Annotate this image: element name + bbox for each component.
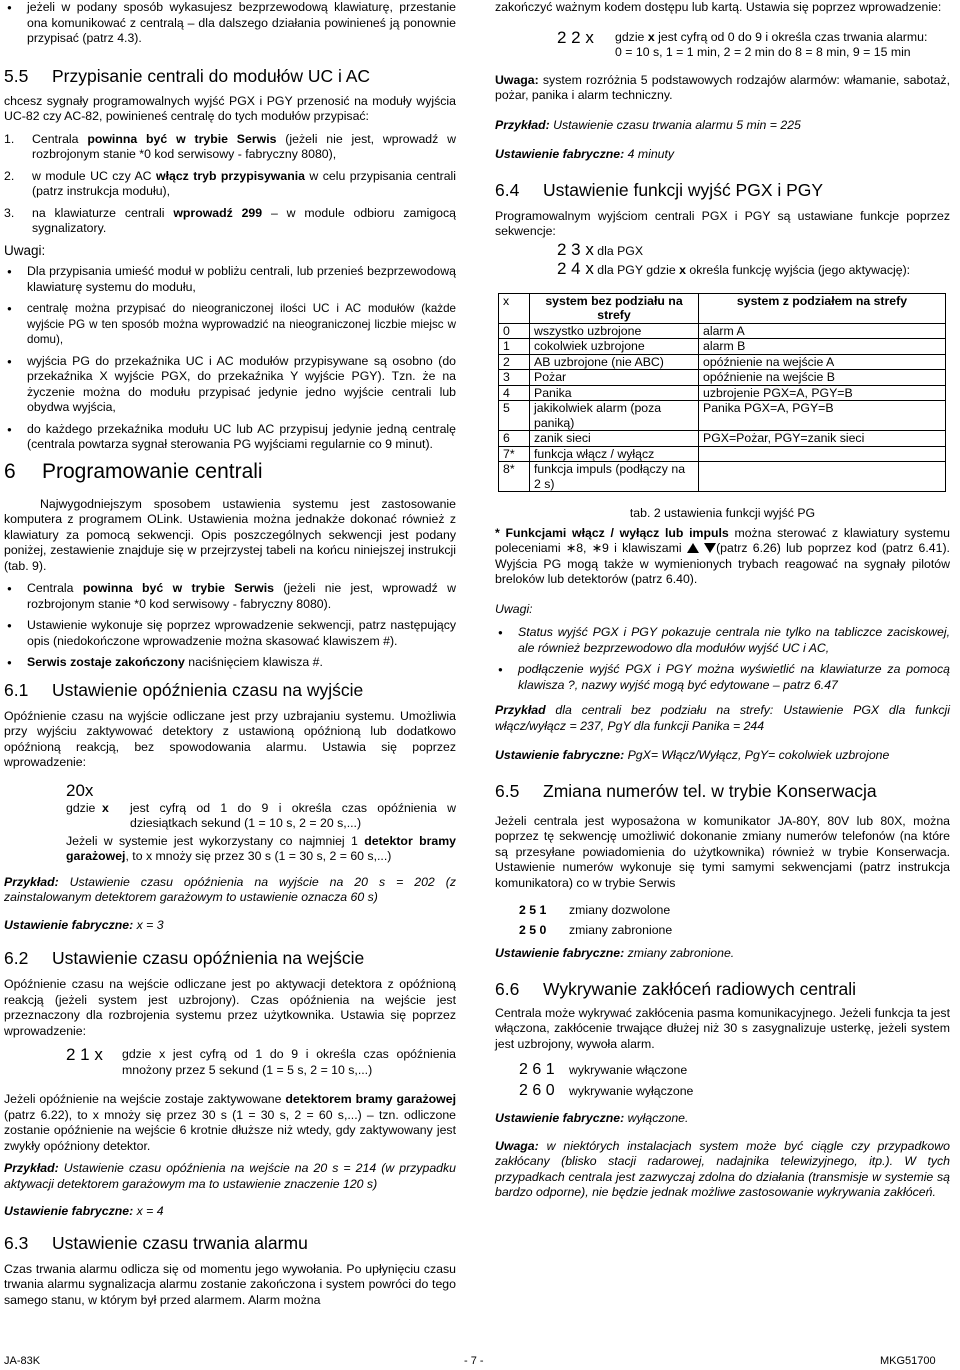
table-cell: funkcja włącz / wyłącz xyxy=(530,446,699,462)
bullet-item: ● Serwis zostaje zakończony naciśnięciem klawisza #. xyxy=(4,655,456,671)
section-5-5-intro: chcesz sygnały programowalnych wyjść PGX i PGY przenosić na moduły wyjścia UC-82 czy AC-82, powinieneś centralę do tych modułów przypisać: xyxy=(4,93,456,123)
section-5-5-heading: 5.5 Przypisanie centrali do modułów UC i AC xyxy=(4,65,371,86)
right-column xyxy=(495,0,950,1208)
table-cell: uzbrojenie PGX=A, PGY=B xyxy=(699,385,946,401)
table-header-row: x system bez podziału na strefy system z podziałem na strefy xyxy=(499,293,946,323)
table-cell: jakikolwiek alarm (poza paniką) xyxy=(530,401,699,431)
code-20x-garage-note: Jeżeli w systemie jest wykorzystany co najmniej 1 detektor bramy garażowej, to x mnoży się przez 30 s (1 = 30 s, 2 = 60 s,...) xyxy=(66,833,456,863)
table-cell: Pożar xyxy=(530,370,699,386)
section-6-4-notes xyxy=(495,625,950,693)
table-row xyxy=(499,431,946,447)
table-row xyxy=(499,323,946,339)
table-cell: cokolwiek uzbrojone xyxy=(530,339,699,355)
code-22x: 2 2 x xyxy=(557,27,594,47)
section-6-6-intro: Centrala może wykrywać zakłócenia pasma komunikacyjnego. Jeżeli funkcja ta jest włączona, zakłócenie trwające dłużej niż 30 s zasygnalizuje usterkę, jeżeli system jest uzbrojony, wywoła alarm. xyxy=(495,1005,950,1051)
code-row: 2 6 0 wykrywanie wyłączone xyxy=(519,1081,694,1099)
section-6-6-note: Uwaga: w niektórych instalacjach system może być ciągle czy przypadkowo zakłócany (blisko stacji radarowej, nadajnika telewizyjnego, itp.). W tych przypadkach centrala jest zazwyczaj zdolna do działania (transmisje w systemie są bardzo odporne), nie będzie jednak możliwe zastosowanie wykrywania zakłóceń. xyxy=(495,1138,950,1199)
section-5-5-steps xyxy=(4,132,456,237)
section-6-1-intro: Opóźnienie czasu na wyjście odliczane jest przy uzbrajaniu systemu. Umożliwia przy wyjściu zaktywować detektory z ustawioną opóźnioną lub dodatkowo opóźnioną reakcją, bez spowodowania alarmu. Ustawia się poprzez wprowadzenie: xyxy=(4,708,456,769)
section-5-5-notes xyxy=(4,264,456,453)
notes-label: Uwagi: xyxy=(4,242,46,258)
table-body xyxy=(499,323,946,492)
table-cell: Panika xyxy=(530,385,699,401)
section-6-3-example: Przykład: Ustawienie czasu trwania alarmu 5 min = 225 xyxy=(495,117,801,132)
down-arrow-key-icon xyxy=(704,543,716,553)
table-cell xyxy=(699,446,946,462)
table-cell: 6 xyxy=(499,431,530,447)
note-item: ● Status wyjść PGX i PGY pokazuje centrala nie tylko na tabliczce zaciskowej, ale również bezprzewodowo dla modułów wyjść UC i AC, xyxy=(495,625,950,656)
section-6-4-factory: Ustawienie fabryczne: PgX= Włącz/Wyłącz, PgY= cokolwiek uzbrojone xyxy=(495,748,890,762)
table-cell: 5 xyxy=(499,401,530,431)
section-6-1-heading: 6.1 Ustawienie opóźnienia czasu na wyjście xyxy=(4,679,364,700)
alarm-types-note: Uwaga: system rozróżnia 5 podstawowych rodzajów alarmów: włamanie, sabotaż, pożar, panika i alarm techniczny. xyxy=(495,72,950,102)
table-cell: PGX=Pożar, PGY=zanik sieci xyxy=(699,431,946,447)
step-1: 1. Centrala powinna być w trybie Serwis (jeżeli nie jest, wprowadź w rozbrojonym stanie *0 kod serwisowy - fabryczny 8080), xyxy=(4,131,457,161)
table-cell: zanik sieci xyxy=(530,431,699,447)
footer-page-number: - 7 - xyxy=(464,1355,484,1367)
code-22x-block: 2 2 x gdzie x jest cyfrą od 0 do 9 i określa czas trwania alarmu: 0 = 10 s, 1 = 1 min, 2 = 2 min do 8 = 8 min, 9 = 15 min xyxy=(557,27,928,59)
section-6-2-heading: 6.2 Ustawienie czasu opóźnienia na wejście xyxy=(4,948,365,968)
table-row xyxy=(499,446,946,462)
table-row xyxy=(499,370,946,386)
section-6-5-heading: 6.5 Zmiana numerów tel. w trybie Konserwacja xyxy=(495,780,877,801)
section-6-6-heading: 6.6 Wykrywanie zakłóceń radiowych centrali xyxy=(495,978,857,999)
step-2: 2. w module UC czy AC włącz tryb przypisywania w celu przypisania centrali (patrz instrukcja modułu), xyxy=(4,168,457,198)
section-6-2-factory: Ustawienie fabryczne: x = 4 xyxy=(4,1204,164,1218)
table-cell: funkcja impuls (podłączy na 2 s) xyxy=(530,462,699,492)
table-row xyxy=(499,385,946,401)
table-cell xyxy=(699,462,946,492)
code-row: 2 6 1 wykrywanie włączone xyxy=(519,1061,688,1078)
note-item: ● podłączenie wyjść PGX i PGY można wyświetlić na klawiaturze za pomocą klawisza ?, nazwy wyjść mogą być edytowane – patrz 6.47 xyxy=(495,662,950,693)
note-item: ● centralę można przypisać do nieograniczonej ilości UC i AC modułów (każde wyjście PG w ten sposób można wyprowadzić na nieograniczonej liczbie miejsc w domu), xyxy=(4,301,456,348)
section-6-intro: Najwygodniejszym sposobem ustawienia systemu jest zastosowanie komputera z programem OLink. Ustawienia można jednakże dokonać również z klawiatury za pomocą sekwencji. Opis poszczególnych sekwencji jest podany poniżej, zestawienie znajduje się w przejrzystej tabeli na końcu niniejszej instrukcji (tab. 9). xyxy=(4,496,456,573)
table-row xyxy=(499,401,946,431)
code-21x-block: 2 1 x gdzie x jest cyfrą od 1 do 9 i określa czas opóźnienia mnożony przez 5 sekund (1 = 5 s, 2 = 10 s,...) xyxy=(66,1045,456,1077)
table-row xyxy=(499,354,946,370)
table-cell: 7* xyxy=(499,446,530,462)
section-6-4-intro: Programowalnym wyjściom centrali PGX i PGY są ustawiane funkcje poprzez sekwencje: xyxy=(495,208,950,238)
up-arrow-key-icon xyxy=(687,543,699,553)
pg-codes: 2 3 x dla PGX 2 4 x dla PGY gdzie x określa funkcję wyjścia (jego aktywację): xyxy=(557,239,911,278)
section-6-4-notes-label: Uwagi: xyxy=(495,601,533,616)
table-caption: tab. 2 ustawienia funkcji wyjść PG xyxy=(629,506,816,520)
table-cell: opóźnienie na wejście A xyxy=(699,354,946,370)
pg-functions-note: * Funkcjami włącz / wyłącz lub impuls można sterować z klawiatury systemu poleceniami ∗8, ∗9 i klawiszami (patrz 6.26) lub poprzez kod (patrz 6.41). Wyjścia PG mogą także w wymienionych trybach reagować na sygnały pilotów breloków lub detektorów (patrz 6.40). xyxy=(495,525,950,586)
table-row xyxy=(499,339,946,355)
footer-model: JA-83K xyxy=(4,1355,41,1367)
code-20x: 20x xyxy=(66,780,94,800)
section-6-4-example: Przykład dla centrali bez podziału na strefy: Ustawienie PGX dla funkcji włącz/wyłącz = 237, PgY dla funkcji Panika = 244 xyxy=(495,703,950,733)
table-cell: 8* xyxy=(499,462,530,492)
section-6-3-intro: Czas trwania alarmu odlicza się od momentu jego wywołania. Po upłynięciu czasu trwania alarmu sygnalizacja alarmu zostanie zakończona i system powróci do tego samego stanu, w którym był przed alarmem. Alarm można xyxy=(4,1261,456,1307)
bullet-item: ● Centrala powinna być w trybie Serwis (jeżeli nie jest, wprowadź w rozbrojonym stanie *0 kod serwisowy - fabryczny 8080). xyxy=(4,581,456,612)
table-cell: 1 xyxy=(499,339,530,355)
intro-bullet: ● jeżeli w podany sposób wykasujesz bezprzewodową klawiaturę, przestanie ona komunikować z centralą – dla dalszego działania powinieneś ją ponownie przypisać (patrz 4.3). xyxy=(4,0,456,47)
section-6-2-intro: Opóźnienie czasu na wejście odliczane jest po aktywacji detektora z opóźnioną reakcją (jeżeli system jest uzbrojony). Czas opóźnienia na wejście jest przeznaczony dla rozbrojenia systemu przez użytkownika. Ustawia się poprzez wprowadzenie: xyxy=(4,977,456,1038)
pg-function-table xyxy=(498,293,946,493)
footer-doc-code: MKG51700 xyxy=(880,1355,936,1367)
section-6-2-garage-note: Jeżeli opóźnienie na wejście zostaje zaktywowane detektorem bramy garażowej (patrz 6.22), to x mnoży się przez 30 s (1 = 30 s, 2 = 60 s,...) – tzn. odliczone zostanie opóźnienie na wejście 6 krotnie dłuższe niż wtedy, gdy zaktywowany jest zwykły opóźniony detektor. xyxy=(4,1092,456,1153)
table-row xyxy=(499,462,946,492)
section-6-3-continuation: zakończyć ważnym kodem dostępu lub kartą. Ustawia się poprzez wprowadzenie: xyxy=(495,0,942,14)
section-6-6-factory: Ustawienie fabryczne: wyłączone. xyxy=(495,1111,689,1125)
section-6-3-factory: Ustawienie fabryczne: 4 minuty xyxy=(495,147,675,161)
section-6-bullets xyxy=(4,581,456,671)
code-20x-block: 20x gdzie x jest cyfrą od 1 do 9 i określa czas opóźnienia w dziesiątkach sekund (1 = 10 s, 2 = 20 s,...) Jeżeli w systemie jest wykorzystany co najmniej 1 detektor bramy garażowej, to x mnoży się przez 30 s (1 = 30 s, 2 = 60 s,...) xyxy=(66,780,456,863)
section-6-heading: 6 Programowanie centrali xyxy=(4,459,263,483)
table-cell: 3 xyxy=(499,370,530,386)
table-cell: alarm B xyxy=(699,339,946,355)
section-6-6-codes xyxy=(519,1062,950,1099)
code-21x: 2 1 x xyxy=(66,1045,103,1064)
code-24x: 2 4 x xyxy=(557,259,594,278)
bullet-item: ● Ustawienie wykonuje się poprzez wprowadzenie sekwencji, patrz następujący opis (niedokończone wprowadzenie można skasować klawiszem #). xyxy=(4,618,456,649)
note-item: ● Dla przypisania umieść moduł w pobliżu centrali, lub przenieś bezprzewodową klawiaturę systemu do modułu, xyxy=(4,264,456,295)
note-item: ● wyjścia PG do przekaźnika UC i AC modułów przypisywane są osobno (do przekaźnika X wyjście PGX, do przekaźnika Y wyjście PGY). Tzn. że na życzenie można do modułu przypisać jedynie jedno wyjście centrali lub obydwa wyjścia, xyxy=(4,354,456,416)
intro-bullet-list xyxy=(4,0,456,47)
table-cell: Panika PGX=A, PGY=B xyxy=(699,401,946,431)
table-cell: AB uzbrojone (nie ABC) xyxy=(530,354,699,370)
section-6-5-codes xyxy=(519,903,950,938)
section-6-5-factory: Ustawienie fabryczne: zmiany zabronione. xyxy=(495,946,735,960)
section-6-1-factory: Ustawienie fabryczne: x = 3 xyxy=(4,917,164,932)
step-3: 3. na klawiaturze centrali wprowadź 299 – w module odbioru zamigocą sygnalizatory. xyxy=(4,205,456,235)
note-item: ● do każdego przekaźnika modułu UC lub AC przypisuj jedynie jedną centralę (centrala powtarza sygnał sterowania PG wyjściami regularnie co 9 minut). xyxy=(4,422,456,453)
left-column xyxy=(4,0,456,1315)
table-cell: 4 xyxy=(499,385,530,401)
code-row: 2 5 0 zmiany zabronione xyxy=(519,922,673,937)
code-23x: 2 3 x xyxy=(557,239,594,259)
section-6-2-example: Przykład: Ustawienie czasu opóźnienia na wejście na 20 s = 214 (w przypadku aktywacji detektorem garażowym ma to ustawienie znaczenie 120 s) xyxy=(4,1161,456,1191)
table-cell: wszystko uzbrojone xyxy=(530,323,699,339)
section-6-3-heading: 6.3 Ustawienie czasu trwania alarmu xyxy=(4,1232,308,1253)
section-6-1-example: Przykład: Ustawienie czasu opóźnienia na wyjście na 20 s = 202 (z zainstalowanym detektorem garażowym to ustawienie oznacza 60 s) xyxy=(4,874,456,904)
table-cell: opóźnienie na wejście B xyxy=(699,370,946,386)
table-cell: 0 xyxy=(499,323,530,339)
section-6-4-heading: 6.4 Ustawienie funkcji wyjść PGX i PGY xyxy=(495,179,824,200)
table-cell: alarm A xyxy=(699,323,946,339)
section-6-5-intro: Jeżeli centrala jest wyposażona w komunikator JA-80Y, 80V lub 80X, można poprzez tę sekwencję umożliwić dokonanie zmiany numerów telefonów (na które są przesyłane powiadomienia do użytkownika) również w trybie Konserwacja. Ustawienie numerów wykonuje się tymi samymi sekwencjami (patrz instrukcja komunikatora) co w trybie Serwis xyxy=(495,813,950,890)
code-row: 2 5 1 zmiany dozwolone xyxy=(519,903,671,917)
table-cell: 2 xyxy=(499,354,530,370)
